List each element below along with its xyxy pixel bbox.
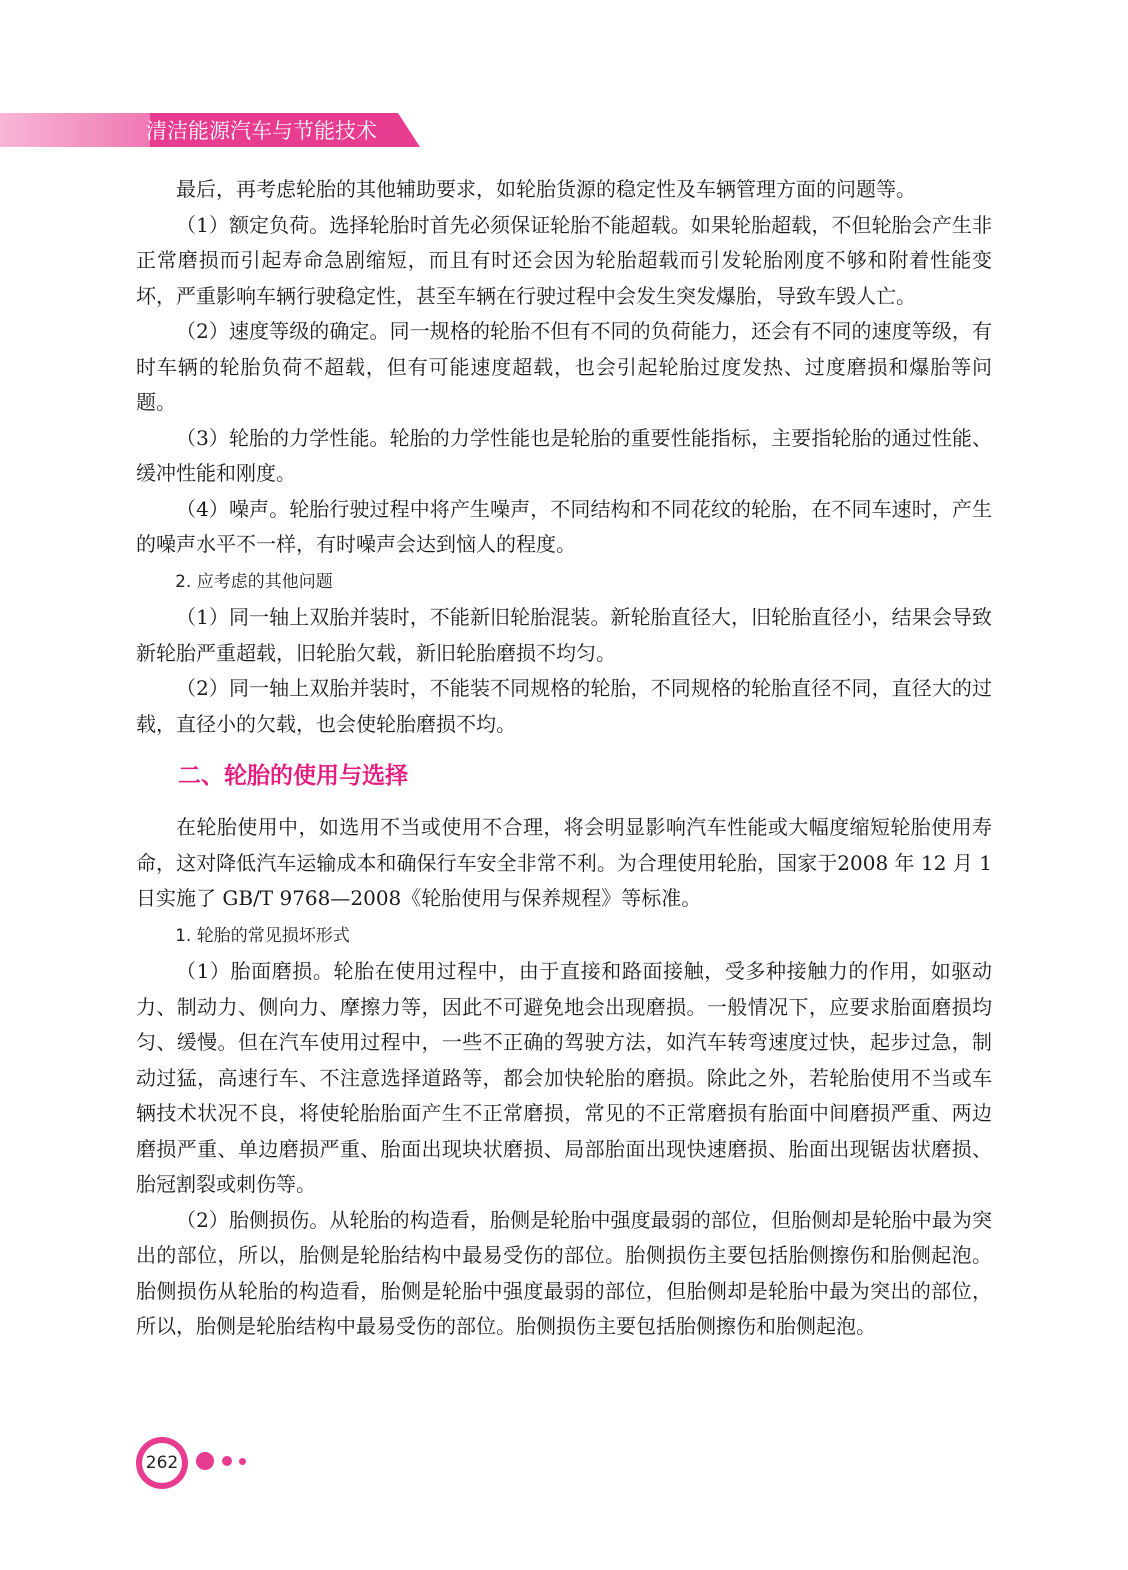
decorative-dot: [222, 1456, 232, 1466]
page-content: [136, 172, 992, 1345]
section-heading: 二、轮胎的使用与选择: [178, 763, 408, 789]
paragraph: （3）轮胎的力学性能。轮胎的力学性能也是轮胎的重要性能指标，主要指轮胎的通过性能、缓冲性能和刚度。: [136, 425, 992, 485]
decorative-dot: [196, 1452, 214, 1470]
paragraph: （2）速度等级的确定。同一规格的轮胎不但有不同的负荷能力，还会有不同的速度等级，有时车辆的轮胎负荷不超载，但有可能速度超载，也会引起轮胎过度发热、过度磨损和爆胎等问题。: [136, 319, 992, 414]
paragraph: 最后，再考虑轮胎的其他辅助要求，如轮胎货源的稳定性及车辆管理方面的问题等。: [176, 177, 916, 201]
paragraph: （1）同一轴上双胎并装时，不能新旧轮胎混装。新轮胎直径大，旧轮胎直径小，结果会导致新轮胎严重超载，旧轮胎欠载，新旧轮胎磨损不均匀。: [136, 605, 992, 665]
paragraph: （2）同一轴上双胎并装时，不能装不同规格的轮胎，不同规格的轮胎直径不同，直径大的过载，直径小的欠载，也会使轮胎磨损不均。: [136, 676, 992, 736]
header-band-accent: [0, 113, 150, 147]
subheading: 2. 应考虑的其他问题: [175, 571, 333, 592]
paragraph: （4）噪声。轮胎行驶过程中将产生噪声，不同结构和不同花纹的轮胎，在不同车速时，产生的噪声水平不一样，有时噪声会达到恼人的程度。: [136, 496, 992, 556]
paragraph: 在轮胎使用中，如选用不当或使用不合理，将会明显影响汽车性能或大幅度缩短轮胎使用寿命，这对降低汽车运输成本和确保行车安全非常不利。为合理使用轮胎，国家于2008 年 12 月 1 日实施了 GB/T 9768—2008《轮胎使用与保养规程》等标准。: [136, 815, 992, 910]
subheading: 1. 轮胎的常见损坏形式: [175, 925, 350, 946]
running-header-title: 清洁能源汽车与节能技术: [146, 119, 377, 143]
page-number: 262: [142, 1443, 182, 1483]
paragraph: （1）额定负荷。选择轮胎时首先必须保证轮胎不能超载。如果轮胎超载，不但轮胎会产生非正常磨损而引起寿命急剧缩短，而且有时还会因为轮胎超载而引发轮胎刚度不够和附着性能变坏，严重影响车辆行驶稳定性，甚至车辆在行驶过程中会发生突发爆胎，导致车毁人亡。: [136, 212, 992, 308]
decorative-dot: [239, 1458, 246, 1465]
paragraph: （2）胎侧损伤。从轮胎的构造看，胎侧是轮胎中强度最弱的部位，但胎侧却是轮胎中最为突出的部位，所以，胎侧是轮胎结构中最易受伤的部位。胎侧损伤主要包括胎侧擦伤和胎侧起泡。胎侧损伤从轮胎的构造看，胎侧是轮胎中强度最弱的部位，但胎侧却是轮胎中最为突出的部位，所以，胎侧是轮胎结构中最易受伤的部位。胎侧损伤主要包括胎侧擦伤和胎侧起泡。: [136, 1207, 992, 1338]
paragraph: （1）胎面磨损。轮胎在使用过程中，由于直接和路面接触，受多种接触力的作用，如驱动力、制动力、侧向力、摩擦力等，因此不可避免地会出现磨损。一般情况下，应要求胎面磨损均匀、缓慢。但在汽车使用过程中，一些不正确的驾驶方法，如汽车转弯速度过快，起步过急，制动过猛，高速行车、不注意选择道路等，都会加快轮胎的磨损。除此之外，若轮胎使用不当或车辆技术状况不良，将使轮胎胎面产生不正常磨损，常见的不正常磨损有胎面中间磨损严重、两边磨损严重、单边磨损严重、胎面出现块状磨损、局部胎面出现快速磨损、胎面出现锯齿状磨损、胎冠割裂或刺伤等。: [136, 959, 992, 1196]
page-number-badge: [136, 1437, 188, 1489]
